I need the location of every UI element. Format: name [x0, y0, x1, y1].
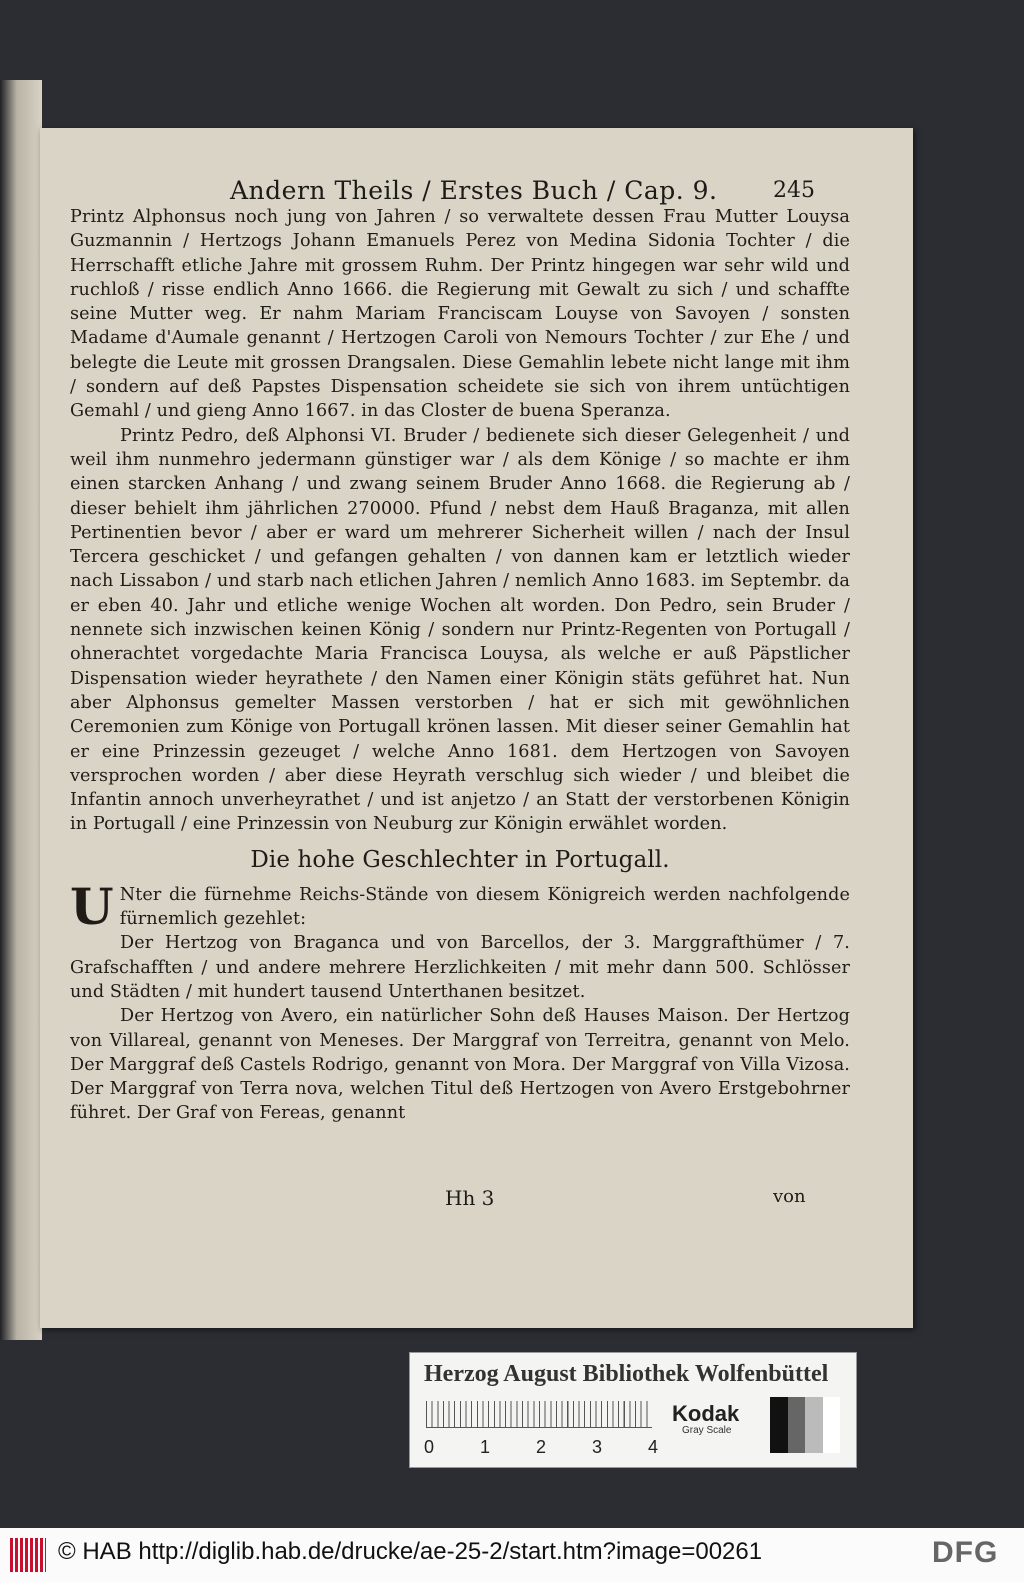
ruler-labels [420, 1437, 670, 1459]
ruler-label: 0 [424, 1437, 435, 1457]
paragraph: Printz Pedro, deß Alphonsi VI. Bruder / bedienete sich dieser Gelegenheit / und weil ihm nunmehro jedermann günstiger war / als dem Könige / so machte er ihm einen starcken Anhang / und zwang seinem Bruder Anno 1668. die Regierung ab / dieser behielt ihm jährlichen 270000. Pfund / nebst dem Hauß Braganza, mit allen Pertinentien bevor / aber er ward um mehrerer Sicherheit willen / nach der Insul Tercera geschicket / und gefangen gehalten / von dannen kam er letztlich wieder nach Lissabon / und starb nach etlichen Jahren / nemlich Anno 1683. im Septembr. da er eben 40. Jahr und etliche wenige Wochen alt worden. Don Pedro, sein Bruder / nennete sich inzwischen keinen König / sondern nur Printz-Regenten von Portugall / ohnerachtet vorgedachte Maria Francisca Louysa, als welche er auß Päpstlicher Dispensation wieder heyrathete / den Namen einer Königin stäts geführet hat. Nun aber Alphonsus gemelter Massen verstorben / hat er sich mit gewöhnlichen Ceremonien zum Könige von Portugall krönen lassen. Mit dieser seiner Gemahlin hat er eine Prinzessin gezeuget / welche Anno 1681. dem Hertzogen von Savoyen versprochen worden / aber diese Heyrath verschlug sich wieder / und bleibet die Infantin annoch unverheyrathet / und ist anjetzo / an Statt der verstorbenen Königin in Portugall / eine Prinzessin von Neuburg zur Königin erwählet worden. [70, 425, 850, 835]
color-calibration-card [409, 1352, 857, 1468]
book-page [40, 128, 913, 1328]
kodak-logo: Kodak [672, 1401, 740, 1426]
paragraph: Der Hertzog von Braganca und von Barcellos, der 3. Marggrafthümer / 7. Grafschafften / und andere mehrere Herzlichkeiten / mit mehr dann 500. Schlösser und Städten / mit hundert tausend Unterthanen besitzet. [70, 933, 850, 1002]
dfg-logo: DFG [932, 1536, 999, 1569]
gray-patch [823, 1397, 841, 1453]
scale-ruler [426, 1401, 652, 1428]
section-heading: Die hohe Geschlechter in Portugall. [250, 846, 670, 873]
ruler-label: 1 [480, 1437, 491, 1457]
catchword: von [773, 1186, 806, 1207]
library-name: Herzog August Bibliothek Wolfenbüttel [424, 1361, 829, 1387]
gray-patch [788, 1397, 806, 1453]
drop-cap-initial: U [70, 876, 114, 936]
viewer-footer-bar [0, 1528, 1024, 1582]
ruler-label: 2 [536, 1437, 547, 1457]
paragraph: Der Hertzog von Avero, ein natürlicher Sohn deß Hauses Maison. Der Hertzog von Villareal, genannt von Meneses. Der Marggraf von Terreitra, genannt von Melo. Der Marggraf deß Castels Rodrigo, genannt von Mora. Der Marggraf von Villa Vizosa. Der Marggraf von Terra nova, welchen Titul deß Hertzogen von Avero Erstgebohrner führet. Der Graf von Fereas, genannt [70, 1006, 850, 1124]
gray-scale-label: Gray Scale [682, 1425, 732, 1436]
ruler-label: 3 [592, 1437, 603, 1457]
page-footer [40, 1186, 913, 1216]
ruler-label: 4 [648, 1437, 659, 1457]
page-body [70, 205, 850, 1126]
copyright-link[interactable]: © HAB http://diglib.hab.de/drucke/ae-25-2/start.htm?image=00261 [58, 1538, 763, 1565]
gray-patches [770, 1397, 840, 1453]
paragraph: Printz Alphonsus noch jung von Jahren / so verwaltete dessen Frau Mutter Louysa Guzmannin / Hertzogs Johann Emanuels Perez von Medina Sidonia Tochter / die Herrschafft etliche Jahre mit grossem Ruhm. Der Printz hingegen war sehr wild und ruchloß / risse endlich Anno 1666. die Regierung mit Gewalt zu sich / und schaffte seine Mutter weg. Er nahm Mariam Franciscam Louyse von Savoyen / sonsten Madame d'Aumale genannt / Hertzogen Caroli von Nemours Tochter / zur Ehe / und belegte die Leute mit grossen Drangsalen. Diese Gemahlin lebete nicht lange mit ihm / sondern auf deß Papstes Dispensation scheidete sie sich von ihrem untüchtigen Gemahl / und gieng Anno 1667. in das Closter de buena Speranza. [70, 207, 850, 422]
hab-logo-icon [10, 1538, 46, 1572]
gray-patch [805, 1397, 823, 1453]
gray-patch [770, 1397, 788, 1453]
adjacent-page-edge [0, 80, 42, 1340]
section-intro [70, 876, 850, 936]
signature-mark: Hh 3 [445, 1186, 495, 1210]
section-intro-text: Nter die fürnehme Reichs-Stände von diesem Königreich werden nachfolgende fürnemlich gezehlet: [119, 884, 850, 930]
running-title: Andern Theils / Erstes Buch / Cap. 9. [230, 176, 718, 205]
page-number: 245 [773, 178, 815, 203]
